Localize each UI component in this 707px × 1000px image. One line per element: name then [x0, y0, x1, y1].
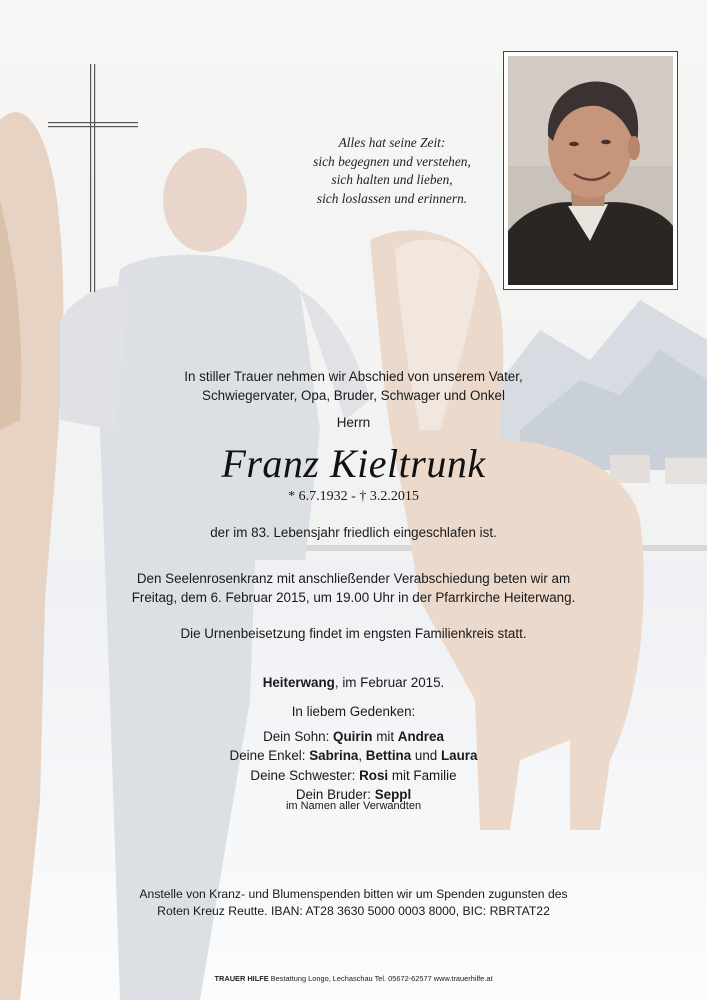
poem	[250, 134, 534, 208]
donation-line: Anstelle von Kranz- und Blumenspenden bitten wir um Spenden zugunsten des	[139, 887, 568, 901]
intro-line: In stiller Trauer nehmen wir Abschied von unserem Vater,	[184, 369, 523, 384]
brother-label: Dein Bruder:	[295, 786, 375, 802]
grand-and: und	[411, 748, 441, 764]
deceased-name: Franz Kieltrunk	[221, 441, 486, 486]
relatives-note: im Namen aller Verwandten	[285, 800, 422, 812]
place-date	[0, 673, 707, 692]
footer-details: Bestattung Longo, Lechaschau Tel. 05672-62577 www.trauerhilfe.at	[268, 974, 493, 983]
son-label: Dein Sohn:	[263, 729, 334, 744]
poem-line: sich halten und lieben,	[331, 172, 453, 187]
sister-suffix: mit Familie	[388, 767, 457, 783]
sister-name: Rosi	[359, 767, 389, 783]
family-sister	[0, 766, 707, 785]
memory-label: In liebem Gedenken:	[291, 704, 416, 719]
grandchild-name: Bettina	[365, 748, 412, 764]
cross-icon	[48, 64, 138, 292]
life-dates: * 6.7.1932 - † 3.2.2015	[288, 489, 419, 504]
intro-line: Schwiegervater, Opa, Bruder, Schwager und Onkel	[202, 388, 505, 403]
grandchild-name: Laura	[440, 748, 478, 764]
donation-note	[0, 886, 707, 920]
brother-name: Seppl	[374, 786, 412, 802]
grand-label: Deine Enkel:	[229, 748, 310, 764]
rosary-line: Den Seelenrosenkranz mit anschließender Verabschiedung beten wir am	[136, 571, 571, 586]
sister-label: Deine Schwester:	[250, 767, 360, 783]
son-name: Quirin	[333, 729, 373, 744]
son-partner: Andrea	[397, 729, 444, 744]
donation-line: Roten Kreuz Reutte. IBAN: AT28 3630 5000 0003 8000, BIC: RBRTAT22	[157, 904, 550, 918]
place-town: Heiterwang	[262, 675, 335, 690]
rosary-line: Freitag, dem 6. Februar 2015, um 19.00 Uhr in der Pfarrkirche Heiterwang.	[131, 590, 576, 605]
poem-line: sich loslassen und erinnern.	[316, 190, 468, 206]
son-with: mit	[372, 729, 398, 744]
poem-line: Alles hat seine Zeit:	[338, 135, 446, 150]
place-date-text: , im Februar 2015.	[334, 675, 445, 690]
footer-imprint	[0, 974, 707, 983]
passed-text: der im 83. Lebensjahr friedlich eingeschlafen ist.	[210, 525, 497, 540]
family-list	[0, 727, 707, 804]
grand-separator: ,	[358, 748, 366, 764]
intro-text	[0, 367, 707, 405]
family-son	[0, 727, 707, 746]
footer-brand: TRAUER HILFE	[214, 974, 269, 983]
grandchild-name: Sabrina	[309, 748, 359, 764]
rosary-text	[0, 569, 707, 607]
portrait-photo	[503, 51, 678, 290]
poem-line: sich begegnen und verstehen,	[313, 153, 471, 169]
urn-burial-text: Die Urnenbeisetzung findet im engsten Familienkreis statt.	[180, 626, 527, 641]
family-grandchildren	[0, 746, 707, 765]
salutation: Herrn	[336, 415, 371, 430]
